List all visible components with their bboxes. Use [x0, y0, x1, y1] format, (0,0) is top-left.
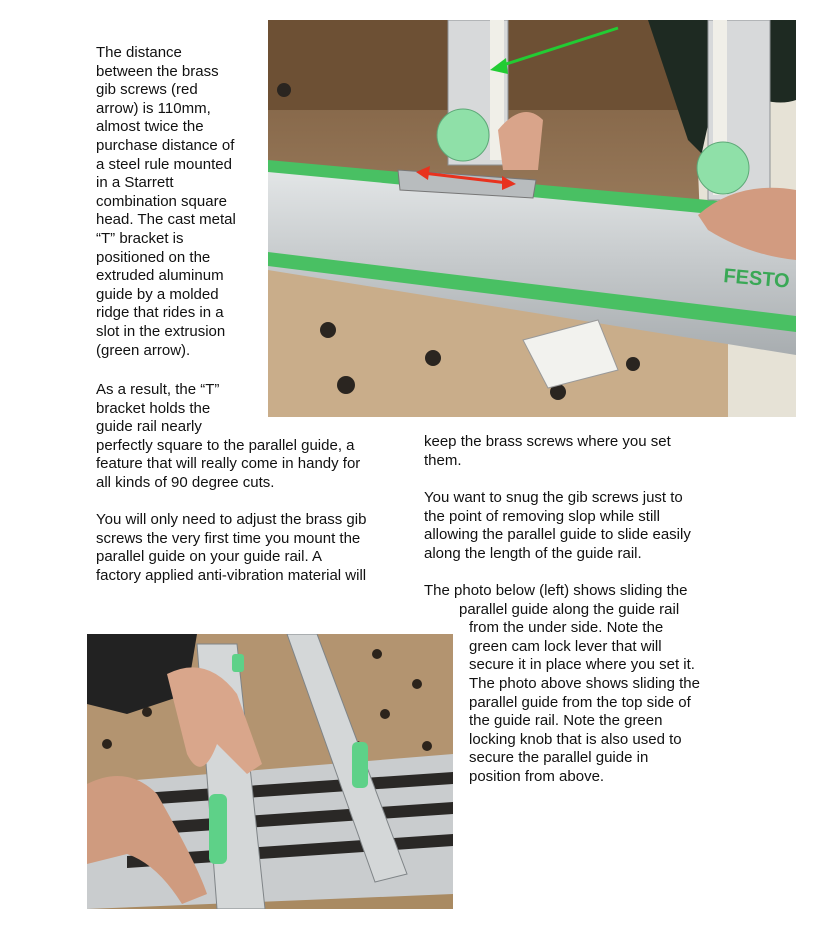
text-line: The photo below (left) shows sliding the — [424, 582, 688, 599]
result-paragraph — [96, 381, 360, 493]
text-line: secure the parallel guide in — [469, 749, 649, 767]
snug-paragraph — [424, 489, 691, 563]
text-line: The distance — [96, 44, 182, 61]
text-line: You will only need to adjust the brass gib — [96, 511, 367, 528]
text-line: The photo above shows sliding the — [469, 674, 700, 692]
text-line: allowing the parallel guide to slide easily — [424, 526, 691, 544]
text-line: combination square — [96, 192, 227, 210]
text-line: the point of removing slop while still — [424, 507, 660, 525]
text-line: You want to snug the gib screws just to — [424, 489, 683, 506]
text-line: (green arrow). — [96, 341, 191, 359]
text-line: position from above. — [469, 767, 605, 785]
text-line: almost twice the — [96, 118, 204, 136]
text-line: guide by a molded — [96, 285, 219, 303]
text-line: the guide rail. Note the green — [469, 712, 663, 730]
top-photo-t-bracket — [268, 20, 796, 417]
text-line: between the brass — [96, 62, 219, 80]
text-line: locking knob that is also used to — [469, 730, 682, 748]
text-line: positioned on the — [96, 248, 211, 266]
text-line: green cam lock lever that will — [469, 637, 662, 655]
text-line: in a Starrett — [96, 174, 174, 192]
text-line: secure it in place where you set it. — [469, 656, 695, 674]
text-line: gib screws (red — [96, 81, 198, 99]
text-line: parallel guide on your guide rail. A — [96, 548, 322, 566]
text-line: As a result, the “T” — [96, 381, 220, 398]
text-line: all kinds of 90 degree cuts. — [96, 473, 275, 491]
text-line: screws the very first time you mount the — [96, 529, 361, 547]
festo-brand-text: FESTO — [722, 265, 791, 293]
text-line: slot in the extrusion — [96, 322, 226, 340]
adjust-paragraph — [96, 511, 366, 585]
text-line: bracket holds the — [96, 399, 211, 417]
text-line: ridge that rides in a — [96, 304, 224, 322]
caption-paragraph — [424, 582, 700, 787]
intro-paragraph — [96, 44, 236, 360]
text-line: from the under side. Note the — [469, 619, 664, 637]
text-line: extruded aluminum — [96, 267, 224, 285]
text-line: a steel rule mounted — [96, 155, 232, 173]
text-line: perfectly square to the parallel guide, a — [96, 436, 355, 454]
keep-paragraph — [424, 433, 671, 470]
text-line: along the length of the guide rail. — [424, 544, 642, 562]
text-line: parallel guide from the top side of — [469, 693, 691, 711]
text-line: arrow) is 110mm, — [96, 99, 211, 117]
text-line: “T” bracket is — [96, 229, 184, 247]
bottom-photo-cam-lever — [87, 634, 453, 909]
text-line: keep the brass screws where you set — [424, 433, 671, 450]
text-line: guide rail nearly — [96, 418, 202, 436]
text-line: head. The cast metal — [96, 211, 236, 229]
text-line: them. — [424, 451, 462, 469]
text-line: parallel guide along the guide rail — [459, 600, 680, 618]
text-line: factory applied anti-vibration material will — [96, 566, 367, 584]
text-line: feature that will really come in handy for — [96, 455, 361, 473]
text-line: purchase distance of — [96, 136, 235, 154]
